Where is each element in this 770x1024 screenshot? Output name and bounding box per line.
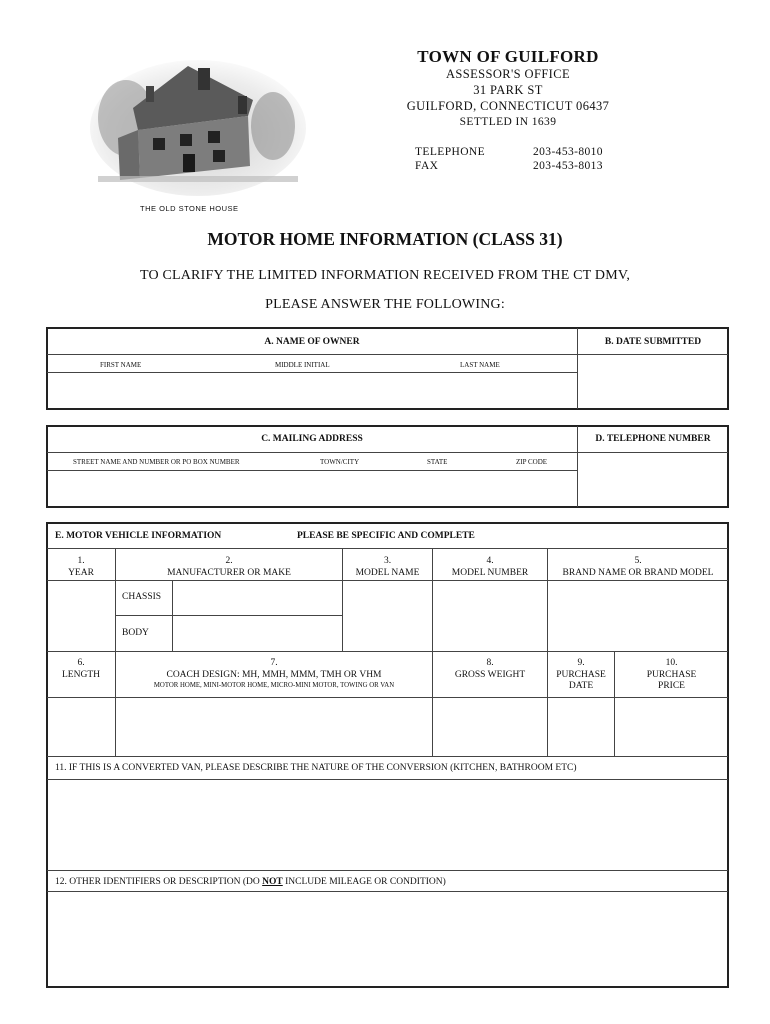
last-name-label: LAST NAME [460, 361, 500, 369]
house-drawing-icon [88, 38, 308, 206]
fax-label: FAX [415, 160, 439, 172]
body-input[interactable] [174, 617, 341, 650]
office-street: 31 PARK ST [473, 83, 543, 97]
purchase-price-input[interactable] [616, 699, 727, 755]
section-b-title: B. DATE SUBMITTED [604, 337, 702, 347]
old-stone-house-illustration [88, 38, 308, 206]
owner-name-field[interactable] [48, 374, 576, 408]
brand-model-input[interactable] [549, 582, 727, 650]
model-name-input[interactable] [344, 582, 431, 650]
purchase-date-input[interactable] [549, 699, 613, 755]
telephone-number: 203-453-8010 [533, 146, 603, 158]
section-c-title: C. MAILING ADDRESS [261, 434, 363, 444]
col8-header: 8. GROSS WEIGHT [454, 658, 526, 680]
question-12-label: 12. OTHER IDENTIFIERS OR DESCRIPTION (DO NOT INCLUDE MILEAGE OR CONDITION) [55, 877, 446, 887]
state-label: STATE [427, 458, 448, 466]
coach-design-input[interactable] [117, 699, 431, 755]
town-city-label: TOWN/CITY [320, 458, 360, 466]
col3-header: 3. MODEL NAME [355, 556, 420, 578]
coach-design-legend: MOTOR HOME, MINI-MOTOR HOME, MICRO-MINI MOTOR, TOWING OR VAN [153, 682, 395, 689]
section-e-title: E. MOTOR VEHICLE INFORMATION [55, 531, 222, 541]
model-number-input[interactable] [434, 582, 546, 650]
instruction-line-1: TO CLARIFY THE LIMITED INFORMATION RECEIVED FROM THE CT DMV, [139, 268, 631, 283]
length-input[interactable] [48, 699, 114, 755]
col7-header: 7. COACH DESIGN: MH, MMH, MMM, TMH OR VHM MOTOR HOME, MINI-MOTOR HOME, MICRO-MINI MOTOR, TOWING OR VAN [116, 658, 432, 691]
col10-header: 10. PURCHASE PRICE [646, 658, 697, 691]
conversion-description-field[interactable] [48, 781, 727, 869]
year-input[interactable] [48, 582, 114, 650]
col4-header: 4. MODEL NUMBER [451, 556, 529, 578]
col9-header: 9. PURCHASE DATE [556, 658, 606, 691]
col6-header: 6. LENGTH [62, 658, 100, 680]
telephone-label: TELEPHONE [415, 146, 486, 158]
question-11-label: 11. IF THIS IS A CONVERTED VAN, PLEASE DESCRIBE THE NATURE OF THE CONVERSION (KITCHEN, BATHROOM ETC) [55, 763, 577, 773]
settled-year: SETTLED IN 1639 [459, 116, 557, 128]
office-city: GUILFORD, CONNECTICUT 06437 [406, 99, 610, 113]
middle-initial-label: MIDDLE INITIAL [275, 361, 330, 369]
image-caption: THE OLD STONE HOUSE [140, 204, 239, 213]
col1-header: 1. YEAR [68, 556, 94, 578]
mailing-address-field[interactable] [48, 472, 576, 506]
section-a-title: A. NAME OF OWNER [264, 337, 360, 347]
col5-header: 5. BRAND NAME OR BRAND MODEL [562, 556, 714, 578]
col2-header: 2. MANUFACTURER OR MAKE [167, 556, 291, 578]
zip-label: ZIP CODE [516, 458, 548, 466]
form-title: MOTOR HOME INFORMATION (CLASS 31) [207, 229, 563, 249]
section-d-title: D. TELEPHONE NUMBER [595, 434, 711, 444]
street-label: STREET NAME AND NUMBER OR PO BOX NUMBER [73, 458, 240, 466]
instruction-line-2: PLEASE ANSWER THE FOLLOWING: [265, 297, 505, 312]
section-e-note: PLEASE BE SPECIFIC AND COMPLETE [297, 531, 475, 541]
telephone-field[interactable] [579, 454, 727, 506]
body-label: BODY [122, 628, 149, 638]
date-submitted-field[interactable] [579, 356, 727, 408]
not-emphasis: NOT [262, 877, 283, 887]
office-name: ASSESSOR'S OFFICE [445, 67, 571, 81]
chassis-label: CHASSIS [122, 592, 162, 602]
fax-number: 203-453-8013 [533, 160, 603, 172]
chassis-input[interactable] [174, 582, 341, 614]
town-name: TOWN OF GUILFORD [417, 47, 599, 66]
first-name-label: FIRST NAME [100, 361, 142, 369]
other-identifiers-field[interactable] [48, 893, 727, 986]
gross-weight-input[interactable] [434, 699, 546, 755]
